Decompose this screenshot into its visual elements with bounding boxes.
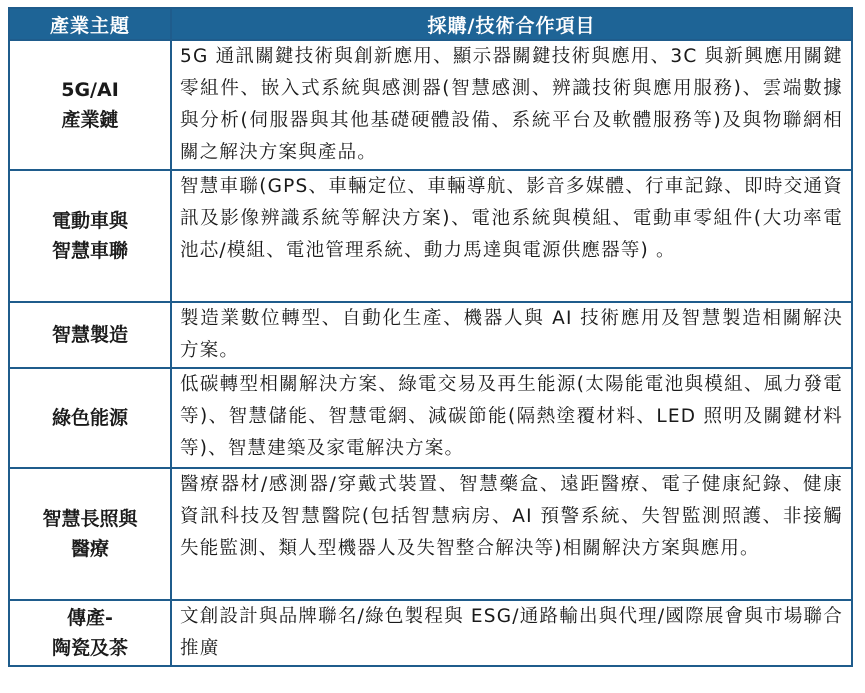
table-header-row bbox=[9, 8, 852, 40]
topic-line: 智慧長照與 bbox=[42, 508, 138, 530]
topic-line: 傳產- bbox=[67, 607, 113, 629]
topic-cell bbox=[9, 468, 171, 600]
header-items: 採購/技術合作項目 bbox=[171, 8, 852, 40]
table-row bbox=[9, 302, 852, 368]
table-row bbox=[9, 368, 852, 468]
topic-cell bbox=[9, 170, 171, 302]
cooperation-table-container bbox=[8, 7, 853, 667]
topic-line: 5G/AI bbox=[61, 79, 119, 101]
topic-line: 電動車與 bbox=[51, 210, 128, 232]
topic-line: 產業鏈 bbox=[61, 109, 119, 131]
topic-line: 智慧製造 bbox=[51, 324, 128, 346]
topic-line: 醫療 bbox=[70, 538, 109, 560]
topic-cell bbox=[9, 368, 171, 468]
items-cell: 製造業數位轉型、自動化生產、機器人與 AI 技術應用及智慧製造相關解決方案。 bbox=[171, 302, 852, 368]
table-row bbox=[9, 468, 852, 600]
header-topic: 產業主題 bbox=[9, 8, 171, 40]
topic-line: 智慧車聯 bbox=[51, 240, 128, 262]
items-cell: 智慧車聯(GPS、車輛定位、車輛導航、影音多媒體、行車記錄、即時交通資訊及影像辨識系統等解決方案)、電池系統與模組、電動車零組件(大功率電池芯/模組、電池管理系統、動力馬達與電源供應器等) 。 bbox=[171, 170, 852, 302]
items-cell: 文創設計與品牌聯名/綠色製程與 ESG/通路輸出與代理/國際展會與市場聯合推廣 bbox=[171, 600, 852, 666]
topic-cell bbox=[9, 600, 171, 666]
cooperation-table bbox=[8, 7, 853, 667]
items-cell: 5G 通訊關鍵技術與創新應用、顯示器關鍵技術與應用、3C 與新興應用關鍵零組件、嵌入式系統與感測器(智慧感測、辨識技術與應用服務)、雲端數據與分析(伺服器與其他基礎硬體設備、系統平台及軟體服務等)及與物聯網相關之解決方案與產品。 bbox=[171, 40, 852, 170]
topic-line: 綠色能源 bbox=[51, 407, 128, 429]
items-cell: 低碳轉型相關解決方案、綠電交易及再生能源(太陽能電池與模組、風力發電等)、智慧儲能、智慧電網、減碳節能(隔熱塗覆材料、LED 照明及關鍵材料等)、智慧建築及家電解決方案。 bbox=[171, 368, 852, 468]
table-row bbox=[9, 600, 852, 666]
table-row bbox=[9, 170, 852, 302]
topic-cell bbox=[9, 302, 171, 368]
items-cell: 醫療器材/感測器/穿戴式裝置、智慧藥盒、遠距醫療、電子健康紀錄、健康資訊科技及智慧醫院(包括智慧病房、AI 預警系統、失智監測照護、非接觸失能監測、類人型機器人及失智整合解決等)相關解決方案與應用。 bbox=[171, 468, 852, 600]
topic-line: 陶瓷及茶 bbox=[51, 637, 128, 659]
table-row bbox=[9, 40, 852, 170]
topic-cell bbox=[9, 40, 171, 170]
